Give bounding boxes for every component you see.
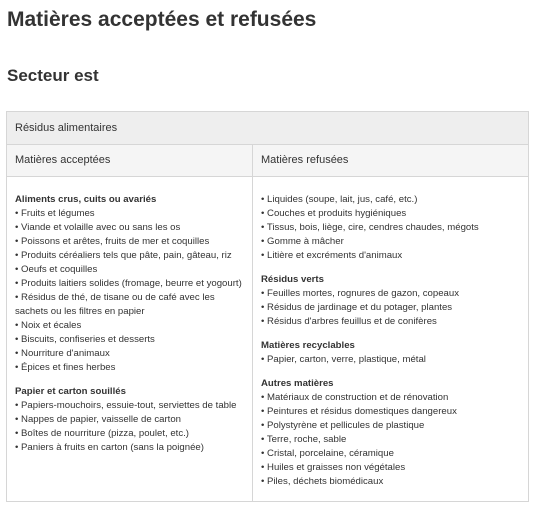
list-item: • Piles, déchets biomédicaux: [261, 476, 384, 487]
list-item: • Résidus de jardinage et du potager, plantes: [261, 302, 453, 313]
list-item: • Produits laitiers solides (fromage, beurre et yogourt): [15, 278, 242, 289]
list-item: • Nappes de papier, vaisselle de carton: [15, 414, 182, 425]
refused-group: [261, 193, 522, 263]
list-item: • Résidus de thé, de tisane ou de café avec les sachets ou les filtres en papier: [15, 292, 215, 317]
list-item: • Tissus, bois, liège, cire, cendres chaudes, mégots: [261, 222, 479, 233]
refused-group-title: Matières recyclables: [261, 340, 355, 351]
list-item: • Liquides (soupe, lait, jus, café, etc.): [261, 194, 418, 205]
table-caption: Résidus alimentaires: [7, 112, 528, 145]
list-item: • Poissons et arêtes, fruits de mer et coquilles: [15, 236, 210, 247]
list-item: • Fruits et légumes: [15, 208, 95, 219]
header-accepted: Matières acceptées: [7, 145, 253, 176]
section-title: Secteur est: [7, 66, 99, 85]
page-title: Matières acceptées et refusées: [7, 8, 317, 31]
list-item: • Papier, carton, verre, plastique, métal: [261, 354, 426, 365]
list-item: • Oeufs et coquilles: [15, 264, 98, 275]
list-item: • Noix et écales: [15, 320, 82, 331]
list-item: • Résidus d'arbres feuillus et de conifères: [261, 316, 437, 327]
materials-table: [6, 111, 529, 502]
refused-group: [261, 377, 522, 489]
header-refused: Matières refusées: [261, 154, 349, 166]
refused-cell: [253, 177, 528, 502]
list-item: • Polystyrène et pellicules de plastique: [261, 420, 425, 431]
list-item: • Feuilles mortes, rognures de gazon, copeaux: [261, 288, 460, 299]
list-item: • Papiers-mouchoirs, essuie-tout, serviettes de table: [15, 400, 237, 411]
list-item: • Boîtes de nourriture (pizza, poulet, etc.): [15, 428, 189, 439]
list-item: • Produits céréaliers tels que pâte, pain, gâteau, riz: [15, 250, 232, 261]
list-item: • Terre, roche, sable: [261, 434, 347, 445]
list-item: • Gomme à mâcher: [261, 236, 344, 247]
list-item: • Nourriture d'animaux: [15, 348, 110, 359]
accepted-cell: [7, 177, 253, 502]
list-item: • Matériaux de construction et de rénovation: [261, 392, 449, 403]
list-item: • Viande et volaille avec ou sans les os: [15, 222, 181, 233]
table-body-row: [7, 177, 528, 502]
list-item: • Peintures et résidus domestiques dangereux: [261, 406, 457, 417]
list-item: • Litière et excréments d'animaux: [261, 250, 403, 261]
accepted-group: [15, 193, 246, 375]
list-item: • Épices et fines herbes: [15, 362, 116, 373]
accepted-group-title: Aliments crus, cuits ou avariés: [15, 194, 157, 205]
list-item: • Cristal, porcelaine, céramique: [261, 448, 394, 459]
list-item: • Huiles et graisses non végétales: [261, 462, 406, 473]
table-header-row: [7, 145, 528, 177]
refused-group-title: Autres matières: [261, 378, 334, 389]
list-item: • Couches et produits hygiéniques: [261, 208, 407, 219]
refused-group: [261, 273, 522, 329]
accepted-group-title: Papier et carton souillés: [15, 386, 126, 397]
list-item: • Biscuits, confiseries et desserts: [15, 334, 155, 345]
refused-group: [261, 339, 522, 367]
refused-group-title: Résidus verts: [261, 274, 324, 285]
accepted-group: [15, 385, 246, 455]
list-item: • Paniers à fruits en carton (sans la poignée): [15, 442, 204, 453]
